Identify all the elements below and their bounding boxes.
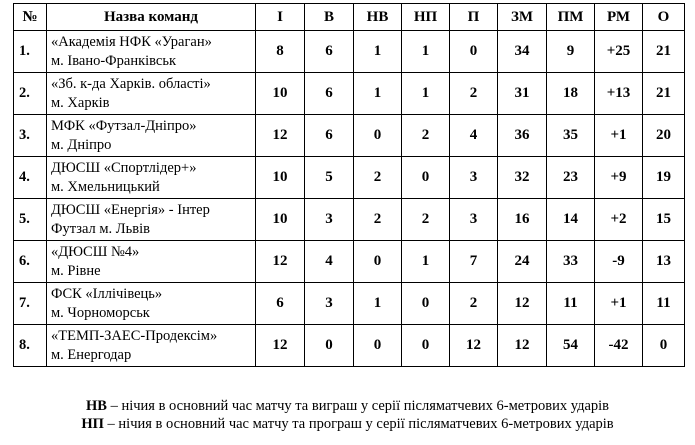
wins-cell: 0 xyxy=(305,325,354,367)
column-header: І xyxy=(256,4,305,31)
column-header: № xyxy=(14,4,47,31)
header-row xyxy=(14,4,685,31)
goals-against-cell: 14 xyxy=(547,199,595,241)
team-city: м. Чорноморськ xyxy=(51,304,150,321)
table-header xyxy=(14,4,685,31)
team-cell xyxy=(47,199,256,241)
goal-diff-cell: +1 xyxy=(595,283,643,325)
team-city: Футзал м. Львів xyxy=(51,220,150,237)
games-cell: 6 xyxy=(256,283,305,325)
losses-cell: 3 xyxy=(450,199,498,241)
nv-cell: 0 xyxy=(354,325,402,367)
games-cell: 10 xyxy=(256,73,305,115)
table-body xyxy=(14,31,685,367)
losses-cell: 12 xyxy=(450,325,498,367)
column-header: НВ xyxy=(354,4,402,31)
team-name: ДЮСШ «Енергія» - Інтер xyxy=(51,201,210,218)
team-cell xyxy=(47,73,256,115)
goal-diff-cell: -9 xyxy=(595,241,643,283)
wins-cell: 6 xyxy=(305,115,354,157)
wins-cell: 6 xyxy=(305,31,354,73)
table-row xyxy=(14,325,685,367)
column-header: О xyxy=(643,4,685,31)
rank-cell: 8. xyxy=(14,325,47,367)
points-cell: 13 xyxy=(643,241,685,283)
column-header: ПМ xyxy=(547,4,595,31)
team-name: МФК «Футзал-Дніпро» xyxy=(51,117,197,134)
nv-cell: 0 xyxy=(354,241,402,283)
np-cell: 1 xyxy=(402,241,450,283)
goal-diff-cell: +13 xyxy=(595,73,643,115)
losses-cell: 2 xyxy=(450,283,498,325)
goal-diff-cell: +1 xyxy=(595,115,643,157)
column-header: Назва команд xyxy=(47,4,256,31)
goals-for-cell: 16 xyxy=(498,199,547,241)
goals-against-cell: 9 xyxy=(547,31,595,73)
nv-cell: 0 xyxy=(354,115,402,157)
nv-cell: 2 xyxy=(354,157,402,199)
team-city: м. Дніпро xyxy=(51,136,112,153)
team-cell xyxy=(47,115,256,157)
nv-cell: 1 xyxy=(354,73,402,115)
goals-for-cell: 32 xyxy=(498,157,547,199)
standings-table xyxy=(13,3,685,367)
wins-cell: 6 xyxy=(305,73,354,115)
games-cell: 8 xyxy=(256,31,305,73)
rank-cell: 2. xyxy=(14,73,47,115)
table-row xyxy=(14,157,685,199)
legend-abbr: НВ xyxy=(85,398,107,414)
goals-against-cell: 11 xyxy=(547,283,595,325)
games-cell: 12 xyxy=(256,115,305,157)
table-row xyxy=(14,241,685,283)
goals-against-cell: 54 xyxy=(547,325,595,367)
goals-against-cell: 23 xyxy=(547,157,595,199)
losses-cell: 2 xyxy=(450,73,498,115)
points-cell: 15 xyxy=(643,199,685,241)
table-row xyxy=(14,199,685,241)
team-city: м. Харків xyxy=(51,94,110,111)
column-header: ЗМ xyxy=(498,4,547,31)
team-city: м. Енергодар xyxy=(51,346,132,363)
rank-cell: 1. xyxy=(14,31,47,73)
legend-nv xyxy=(0,397,695,415)
wins-cell: 5 xyxy=(305,157,354,199)
team-name: «ТЕМП-ЗАЕС-Продексім» xyxy=(51,327,218,344)
np-cell: 0 xyxy=(402,325,450,367)
rank-cell: 5. xyxy=(14,199,47,241)
np-cell: 2 xyxy=(402,115,450,157)
nv-cell: 1 xyxy=(354,283,402,325)
points-cell: 0 xyxy=(643,325,685,367)
goals-against-cell: 18 xyxy=(547,73,595,115)
games-cell: 12 xyxy=(256,241,305,283)
team-name: «Академія НФК «Ураган» xyxy=(51,33,212,50)
legend-abbr: НП xyxy=(81,416,104,432)
team-cell xyxy=(47,283,256,325)
rank-cell: 6. xyxy=(14,241,47,283)
legend-text: – нічия в основний час матчу та програш у серії післяматчевих 6-метрових ударів xyxy=(103,416,614,432)
team-cell xyxy=(47,157,256,199)
wins-cell: 3 xyxy=(305,199,354,241)
team-name: ФСК «Іллічівець» xyxy=(51,285,163,302)
team-city: м. Хмельницький xyxy=(51,178,160,195)
column-header: П xyxy=(450,4,498,31)
points-cell: 11 xyxy=(643,283,685,325)
np-cell: 0 xyxy=(402,157,450,199)
games-cell: 12 xyxy=(256,325,305,367)
games-cell: 10 xyxy=(256,157,305,199)
team-city: м. Івано-Франківськ xyxy=(51,52,177,69)
goals-for-cell: 34 xyxy=(498,31,547,73)
goal-diff-cell: -42 xyxy=(595,325,643,367)
nv-cell: 2 xyxy=(354,199,402,241)
table-row xyxy=(14,115,685,157)
team-city: м. Рівне xyxy=(51,262,101,279)
nv-cell: 1 xyxy=(354,31,402,73)
np-cell: 2 xyxy=(402,199,450,241)
points-cell: 21 xyxy=(643,73,685,115)
column-header: НП xyxy=(402,4,450,31)
team-cell xyxy=(47,31,256,73)
losses-cell: 4 xyxy=(450,115,498,157)
team-name: «Зб. к-да Харків. області» xyxy=(51,75,211,92)
goals-for-cell: 36 xyxy=(498,115,547,157)
legend-np xyxy=(0,415,695,433)
column-header: В xyxy=(305,4,354,31)
column-header: РМ xyxy=(595,4,643,31)
losses-cell: 0 xyxy=(450,31,498,73)
goals-against-cell: 33 xyxy=(547,241,595,283)
team-name: ДЮСШ «Спортлідер+» xyxy=(51,159,197,176)
rank-cell: 4. xyxy=(14,157,47,199)
rank-cell: 3. xyxy=(14,115,47,157)
table-row xyxy=(14,31,685,73)
points-cell: 20 xyxy=(643,115,685,157)
losses-cell: 7 xyxy=(450,241,498,283)
losses-cell: 3 xyxy=(450,157,498,199)
legend-text: – нічия в основний час матчу та виграш у серії післяматчевих 6-метрових ударів xyxy=(106,398,610,414)
goals-for-cell: 12 xyxy=(498,325,547,367)
np-cell: 1 xyxy=(402,73,450,115)
wins-cell: 3 xyxy=(305,283,354,325)
np-cell: 0 xyxy=(402,283,450,325)
goal-diff-cell: +2 xyxy=(595,199,643,241)
team-name: «ДЮСШ №4» xyxy=(51,243,140,260)
team-cell xyxy=(47,241,256,283)
table-row xyxy=(14,283,685,325)
goals-against-cell: 35 xyxy=(547,115,595,157)
wins-cell: 4 xyxy=(305,241,354,283)
table-row xyxy=(14,73,685,115)
team-cell xyxy=(47,325,256,367)
goals-for-cell: 24 xyxy=(498,241,547,283)
points-cell: 21 xyxy=(643,31,685,73)
np-cell: 1 xyxy=(402,31,450,73)
goals-for-cell: 12 xyxy=(498,283,547,325)
goal-diff-cell: +9 xyxy=(595,157,643,199)
rank-cell: 7. xyxy=(14,283,47,325)
goals-for-cell: 31 xyxy=(498,73,547,115)
points-cell: 19 xyxy=(643,157,685,199)
games-cell: 10 xyxy=(256,199,305,241)
goal-diff-cell: +25 xyxy=(595,31,643,73)
